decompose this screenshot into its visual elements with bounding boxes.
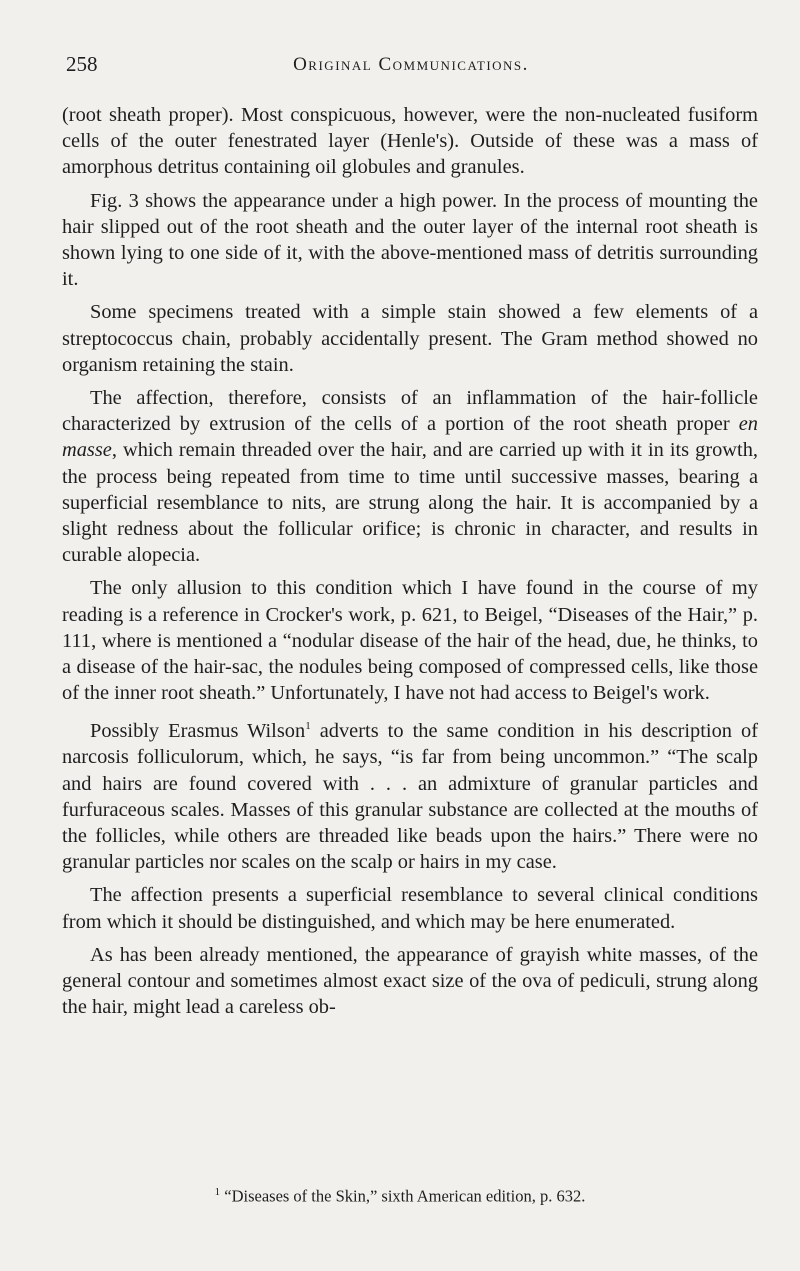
paragraph: (root sheath proper). Most conspicuous, however, were the non-nucleated fusiform cells of the outer fenestrated layer (Henle's). Outside of these was a mass of amorphous detritus containing oil globules and granules.	[62, 104, 758, 179]
italic-phrase: en masse	[62, 413, 758, 462]
paragraph	[62, 713, 758, 875]
paragraph: The affection presents a superficial resemblance to several clinical conditions from which it should be distinguished, and which may be here enumerated.	[62, 884, 758, 933]
paragraph: The only allusion to this condition which I have found in the course of my reading is a reference in Crocker's work, p. 621, to Beigel, “Diseases of the Hair,” p. 111, where is mentioned a “nodular disease of the hair of the head, due, he thinks, to a disease of the hair-sac, the nodules being composed of compressed cells, like those of the inner root sheath.” Unfortunately, I have not had access to Beigel's work.	[62, 577, 758, 705]
footnote-reference: 1	[305, 720, 311, 733]
body-text	[62, 102, 758, 1028]
page-header	[66, 52, 756, 84]
footnote-mark: 1	[214, 1186, 221, 1198]
paragraph-text: adverts to the same condition in his description of narcosis folliculorum, which, he says, “is far from being uncommon.” “The scalp and hairs are found covered with . . . an admixture of granular particles and furfuraceous scales. Masses of this granular substance are collected at the mouths of the follicles, while others are threaded like beads upon the hairs.” There were no granular particles nor scales on the scalp or hairs in my case.	[62, 720, 758, 874]
paragraph: Fig. 3 shows the appearance under a high power. In the process of mounting the hair slipped out of the root sheath and the outer layer of the internal root sheath is shown lying to one side of it, with the above-mentioned mass of detritis surrounding it.	[62, 189, 758, 291]
paragraph: Some specimens treated with a simple stain showed a few elements of a streptococcus chain, probably accidentally present. The Gram method showed no organism retaining the stain.	[62, 301, 758, 376]
page-number: 258	[66, 52, 98, 76]
paragraph-text: Possibly Erasmus Wilson	[90, 720, 306, 743]
footnote	[0, 1186, 800, 1207]
footnote-text: “Diseases of the Skin,” sixth American edition, p. 632.	[224, 1186, 586, 1206]
running-head: Original Communications.	[293, 54, 529, 75]
paragraph: As has been already mentioned, the appearance of grayish white masses, of the general contour and sometimes almost exact size of the ova of pediculi, strung along the hair, might lead a careless ob-	[62, 943, 758, 1019]
paragraph-text: The affection, therefore, consists of an inflammation of the hair-follicle characterized by extrusion of the cells of a portion of the root sheath proper	[62, 387, 758, 436]
paragraph	[62, 385, 758, 568]
paragraph-text: , which remain threaded over the hair, and are carried up with it in its growth, the process being repeated from time to time until successive masses, bearing a superficial resemblance to nits, are strung along the hair. It is accompanied by a slight redness about the follicular orifice; is chronic in character, and results in curable alopecia.	[62, 439, 758, 567]
